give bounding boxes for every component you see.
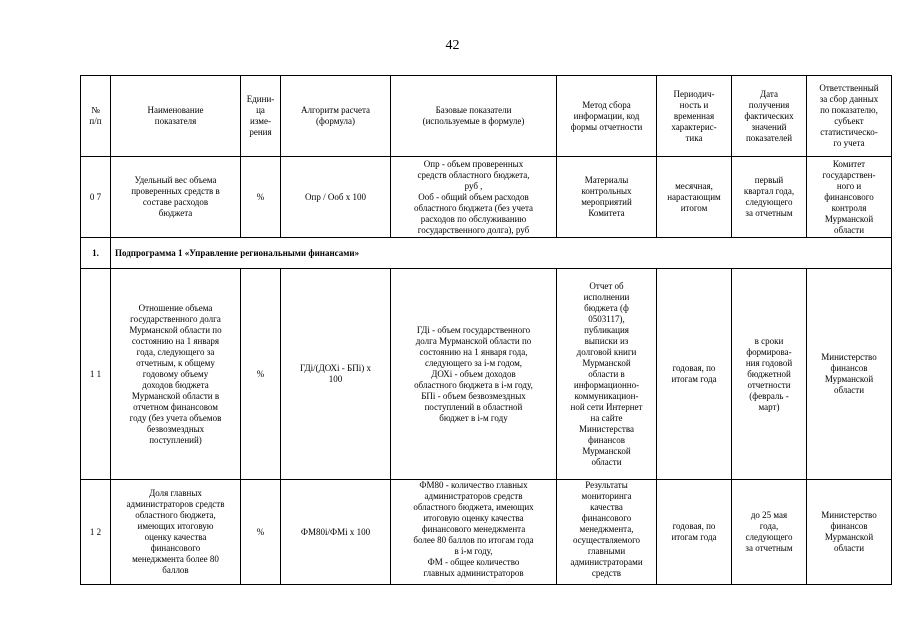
row-num: 1 2 bbox=[81, 480, 111, 585]
row-num: 1 1 bbox=[81, 269, 111, 480]
row-name: Отношение объема государственного долга Мурманской области по состоянию на 1 января года, следующего за отчетным, к общему годовому объему доходов бюджета Мурманской области в отчетном финансовом году (без учета объемов безвозмездных поступлений) bbox=[111, 269, 241, 480]
row-unit: % bbox=[241, 269, 281, 480]
section-num: 1. bbox=[81, 238, 111, 269]
row-period: годовая, по итогам года bbox=[657, 480, 732, 585]
header-formula: Алгоритм расчета (формула) bbox=[281, 76, 391, 157]
row-resp: Министерство финансов Мурманской области bbox=[807, 480, 892, 585]
row-period: месячная, нарастающим итогом bbox=[657, 157, 732, 238]
row-resp: Министерство финансов Мурманской области bbox=[807, 269, 892, 480]
row-date: до 25 мая года, следующего за отчетным bbox=[732, 480, 807, 585]
row-base: Опр - объем проверенных средств областного бюджета, руб , Ооб - общий объем расходов областного бюджета (без учета расходов по обслуживанию государственного долга), руб bbox=[391, 157, 557, 238]
row-date: в сроки формирова- ния годовой бюджетной отчетности (февраль - март) bbox=[732, 269, 807, 480]
indicators-table bbox=[80, 75, 892, 585]
row-formula: ФМ80i/ФМi х 100 bbox=[281, 480, 391, 585]
header-resp: Ответственный за сбор данных по показателю, субъект статистическо- го учета bbox=[807, 76, 892, 157]
row-name: Удельный вес объема проверенных средств в составе расходов бюджета bbox=[111, 157, 241, 238]
table-row bbox=[81, 480, 892, 585]
row-formula: Опр / Ооб х 100 bbox=[281, 157, 391, 238]
row-formula: ГДi/(ДОХi - БПi) х 100 bbox=[281, 269, 391, 480]
header-name: Наименование показателя bbox=[111, 76, 241, 157]
row-method: Отчет об исполнении бюджета (ф 0503117), публикация выписки из долговой книги Мурманской области в информационно- коммуникацион- ной сети Интернет на сайте Министерства финансов Мурманской области bbox=[557, 269, 657, 480]
section-title: Подпрограмма 1 «Управление региональными финансами» bbox=[111, 238, 892, 269]
row-unit: % bbox=[241, 157, 281, 238]
header-row bbox=[81, 76, 892, 157]
page-number: 42 bbox=[445, 38, 460, 53]
table-row bbox=[81, 157, 892, 238]
row-unit: % bbox=[241, 480, 281, 585]
table-row bbox=[81, 269, 892, 480]
row-method: Результаты мониторинга качества финансового менеджмента, осуществляемого главными администраторами средств bbox=[557, 480, 657, 585]
row-base: ФМ80 - количество главных администраторов средств областного бюджета, имеющих итоговую оценку качества финансового менеджмента более 80 баллов по итогам года в i-м году, ФМ - общее количество главных администраторов bbox=[391, 480, 557, 585]
header-method: Метод сбора информации, код формы отчетности bbox=[557, 76, 657, 157]
row-resp: Комитет государствен- ного и финансового контроля Мурманской области bbox=[807, 157, 892, 238]
header-base: Базовые показатели (используемые в формуле) bbox=[391, 76, 557, 157]
row-period: годовая, по итогам года bbox=[657, 269, 732, 480]
row-name: Доля главных администраторов средств областного бюджета, имеющих итоговую оценку качества финансового менеджмента более 80 баллов bbox=[111, 480, 241, 585]
row-base: ГДi - объем государственного долга Мурманской области по состоянию на 1 января года, следующего за i-м годом, ДОХi - объем доходов областного бюджета в i-м году, БПi - объем безвозмездных поступлений в областной бюджет в i-м году bbox=[391, 269, 557, 480]
row-date: первый квартал года, следующего за отчетным bbox=[732, 157, 807, 238]
header-num: № п/п bbox=[81, 76, 111, 157]
header-period: Периодич- ность и временная характерис- тика bbox=[657, 76, 732, 157]
row-num: 0 7 bbox=[81, 157, 111, 238]
row-method: Материалы контрольных мероприятий Комитета bbox=[557, 157, 657, 238]
header-date: Дата получения фактических значений показателей bbox=[732, 76, 807, 157]
header-unit: Едини- ца изме- рения bbox=[241, 76, 281, 157]
section-row bbox=[81, 238, 892, 269]
